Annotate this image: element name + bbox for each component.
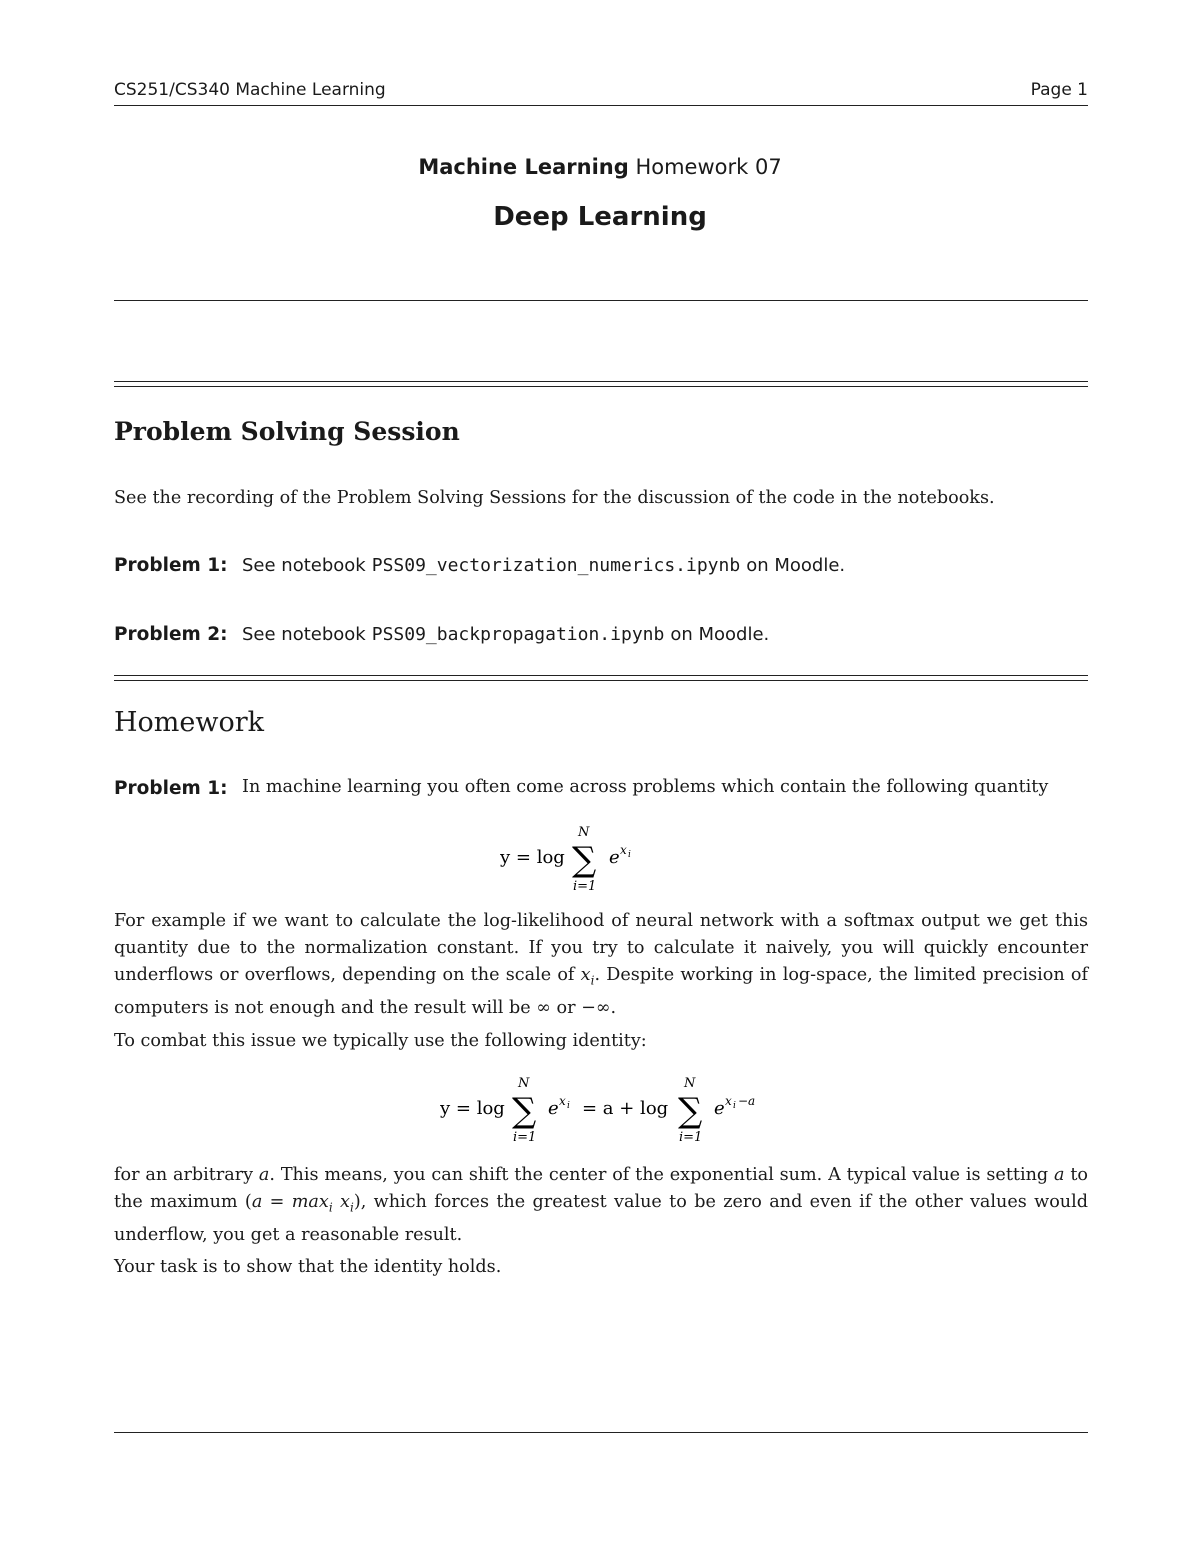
document-subtitle: Deep Learning	[493, 202, 707, 232]
eq1-sum-top: N	[578, 825, 590, 840]
homework-problem-1-intro: In machine learning you often come across problems which contain the following quantity	[242, 777, 1049, 797]
homework-problem-1-label: Problem 1:	[114, 778, 228, 799]
section-double-rule-bottom	[114, 386, 1088, 387]
para3-text-c: to the maximum (	[114, 1165, 1088, 1212]
para3-x-sub: i	[349, 1200, 354, 1215]
eq1-sigma: ∑	[572, 840, 597, 880]
para1-var: x	[580, 965, 591, 985]
para3-var-a-2: a	[1054, 1165, 1065, 1185]
pss-problem-1-prefix: See notebook	[242, 555, 366, 576]
homework-paragraph-3	[114, 1162, 1088, 1249]
para1-sub: i	[590, 973, 595, 988]
pss-problem-2-prefix: See notebook	[242, 624, 366, 645]
equation-logsumexp-svg	[500, 818, 700, 896]
eq2-lhs: y = log	[440, 1098, 505, 1119]
eq2-sum1-top: N	[518, 1076, 530, 1091]
eq2-sum1-bottom: i=1	[513, 1130, 537, 1145]
eq2-middle: = a + log	[582, 1098, 669, 1119]
pss-problem-2-notebook: PSS09_backpropagation.ipynb	[371, 624, 665, 645]
pss-heading: Problem Solving Session	[114, 417, 460, 446]
pss-problem-2-text	[242, 624, 769, 645]
pss-intro: See the recording of the Problem Solving Sessions for the discussion of the code in the notebooks.	[114, 488, 995, 508]
homework-double-rule-bottom	[114, 680, 1088, 681]
title-prefix: Machine Learning	[418, 155, 629, 179]
para3-var-a: a	[258, 1165, 270, 1185]
eq1-term-sub: i	[628, 850, 631, 860]
equation-identity-svg	[440, 1068, 760, 1148]
eq2-term1-base: e	[548, 1098, 559, 1119]
eq2-term1-sub: i	[567, 1101, 570, 1111]
homework-paragraph-1	[114, 908, 1088, 1022]
eq1-sum-bottom: i=1	[573, 879, 597, 894]
para1-text-b: . Despite working in log-space, the limited precision of computers is not enough and the result will be ∞ or −∞.	[114, 965, 1088, 1018]
header-course: CS251/CS340 Machine Learning	[114, 80, 386, 100]
homework-paragraph-4: Your task is to show that the identity holds.	[114, 1257, 502, 1277]
para1-text-a: For example if we want to calculate the log-likelihood of neural network with a softmax output we get this quantity due to the normalization constant. If you try to calculate it naively, you will quickly encounter underflows or overflows, depending on the scale of	[114, 911, 1088, 985]
pss-problem-1-suffix: on Moodle.	[746, 555, 846, 576]
para3-expr: a = max	[251, 1192, 329, 1212]
eq1-term-base: e	[609, 847, 620, 868]
equation-identity	[0, 1068, 1200, 1148]
eq1-lhs: y = log	[500, 847, 565, 868]
title-suffix: Homework 07	[635, 155, 782, 179]
header-page-number: Page 1	[1030, 80, 1088, 100]
para3-text-a: for an arbitrary	[114, 1165, 259, 1185]
pss-problem-1-notebook: PSS09_vectorization_numerics.ipynb	[371, 555, 741, 576]
eq2-sigma-1: ∑	[512, 1091, 537, 1131]
eq2-term2-tail: −a	[738, 1094, 756, 1108]
eq1-term-exp: x	[620, 843, 627, 857]
eq2-term2-sub: i	[733, 1101, 736, 1111]
footer-rule	[114, 1432, 1088, 1433]
eq2-term2-exp: x	[725, 1094, 732, 1108]
eq2-term2-base: e	[714, 1098, 725, 1119]
title-rule	[114, 300, 1088, 301]
homework-heading: Homework	[114, 707, 265, 738]
homework-double-rule-top	[114, 675, 1088, 676]
eq2-sum2-top: N	[684, 1076, 696, 1091]
eq2-term1-exp: x	[559, 1094, 566, 1108]
equation-logsumexp	[0, 818, 1200, 896]
pss-problem-1-text	[242, 555, 845, 576]
pss-problem-2-suffix: on Moodle.	[670, 624, 770, 645]
pss-problem-2-label: Problem 2:	[114, 624, 228, 645]
eq2-sigma-2: ∑	[678, 1091, 703, 1131]
para3-text-b: . This means, you can shift the center of the exponential sum. A typical value is setting	[269, 1165, 1055, 1185]
para3-x: x	[340, 1192, 350, 1212]
para3-expr-sub: i	[328, 1200, 333, 1215]
para3-text-d: ), which forces the greatest value to be zero and even if the other values would underflow, you get a reasonable result.	[114, 1192, 1089, 1245]
header-rule	[114, 105, 1088, 106]
homework-paragraph-2: To combat this issue we typically use the following identity:	[114, 1031, 647, 1051]
eq2-sum2-bottom: i=1	[679, 1130, 703, 1145]
pss-problem-1-label: Problem 1:	[114, 555, 228, 576]
section-double-rule-top	[114, 381, 1088, 382]
document-title	[0, 155, 1200, 179]
